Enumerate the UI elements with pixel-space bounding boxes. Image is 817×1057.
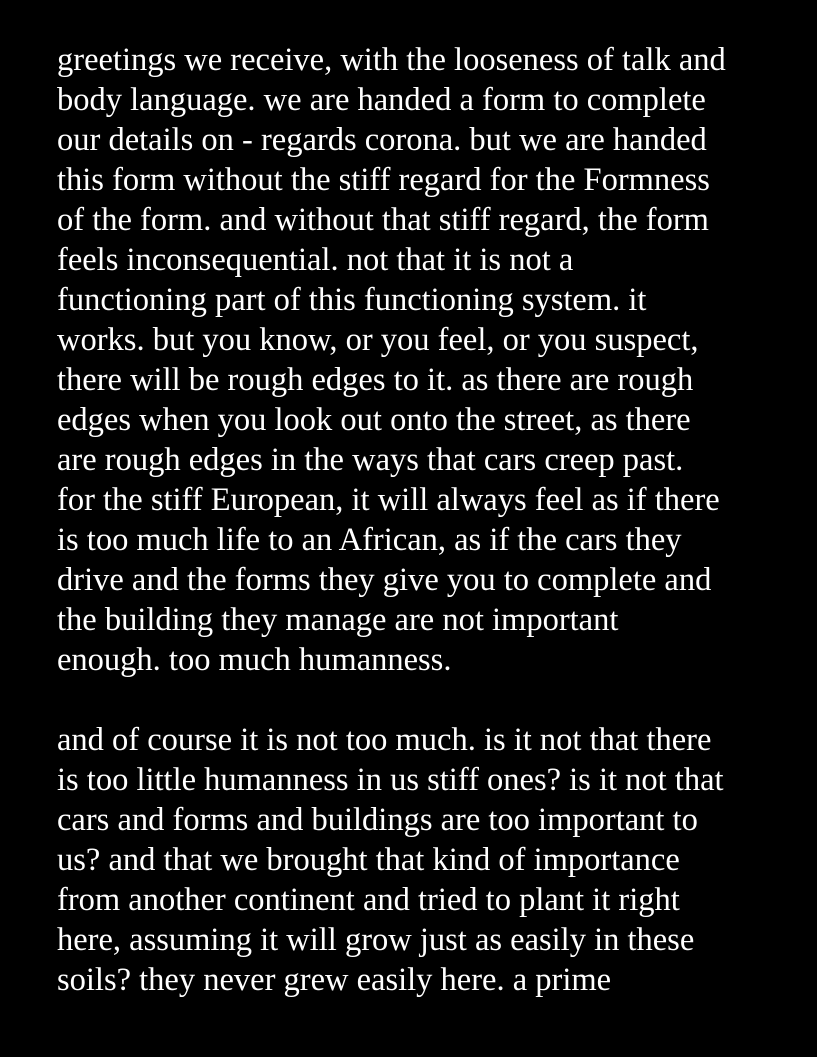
paragraph-gap [57, 680, 797, 720]
text-line: body language. we are handed a form to complete [57, 82, 706, 118]
text-line: greetings we receive, with the looseness of talk and [57, 42, 726, 78]
text-line: are rough edges in the ways that cars creep past. [57, 442, 684, 478]
text-line: enough. too much humanness. [57, 642, 452, 678]
text-line: drive and the forms they give you to complete and [57, 562, 712, 598]
text-line: functioning part of this functioning system. it [57, 282, 647, 318]
text-line: for the stiff European, it will always feel as if there [57, 482, 720, 518]
text-line: this form without the stiff regard for the Formness [57, 162, 710, 198]
text-line: our details on - regards corona. but we are handed [57, 122, 707, 158]
text-line: here, assuming it will grow just as easily in these [57, 922, 695, 958]
text-line: us? and that we brought that kind of importance [57, 842, 680, 878]
text-line: there will be rough edges to it. as there are rough [57, 362, 694, 398]
paragraph-2 [57, 720, 797, 1000]
document-body [57, 40, 797, 1000]
text-line: soils? they never grew easily here. a prime [57, 962, 612, 998]
text-line: and of course it is not too much. is it not that there [57, 722, 712, 758]
text-line: feels inconsequential. not that it is not a [57, 242, 574, 278]
text-line: from another continent and tried to plant it right [57, 882, 680, 918]
text-line: is too much life to an African, as if the cars they [57, 522, 682, 558]
text-line: edges when you look out onto the street, as there [57, 402, 691, 438]
text-line: works. but you know, or you feel, or you suspect, [57, 322, 699, 358]
text-line: cars and forms and buildings are too important to [57, 802, 698, 838]
text-line: the building they manage are not important [57, 602, 619, 638]
text-line: of the form. and without that stiff regard, the form [57, 202, 709, 238]
paragraph-1 [57, 40, 797, 680]
text-line: is too little humanness in us stiff ones? is it not that [57, 762, 724, 798]
